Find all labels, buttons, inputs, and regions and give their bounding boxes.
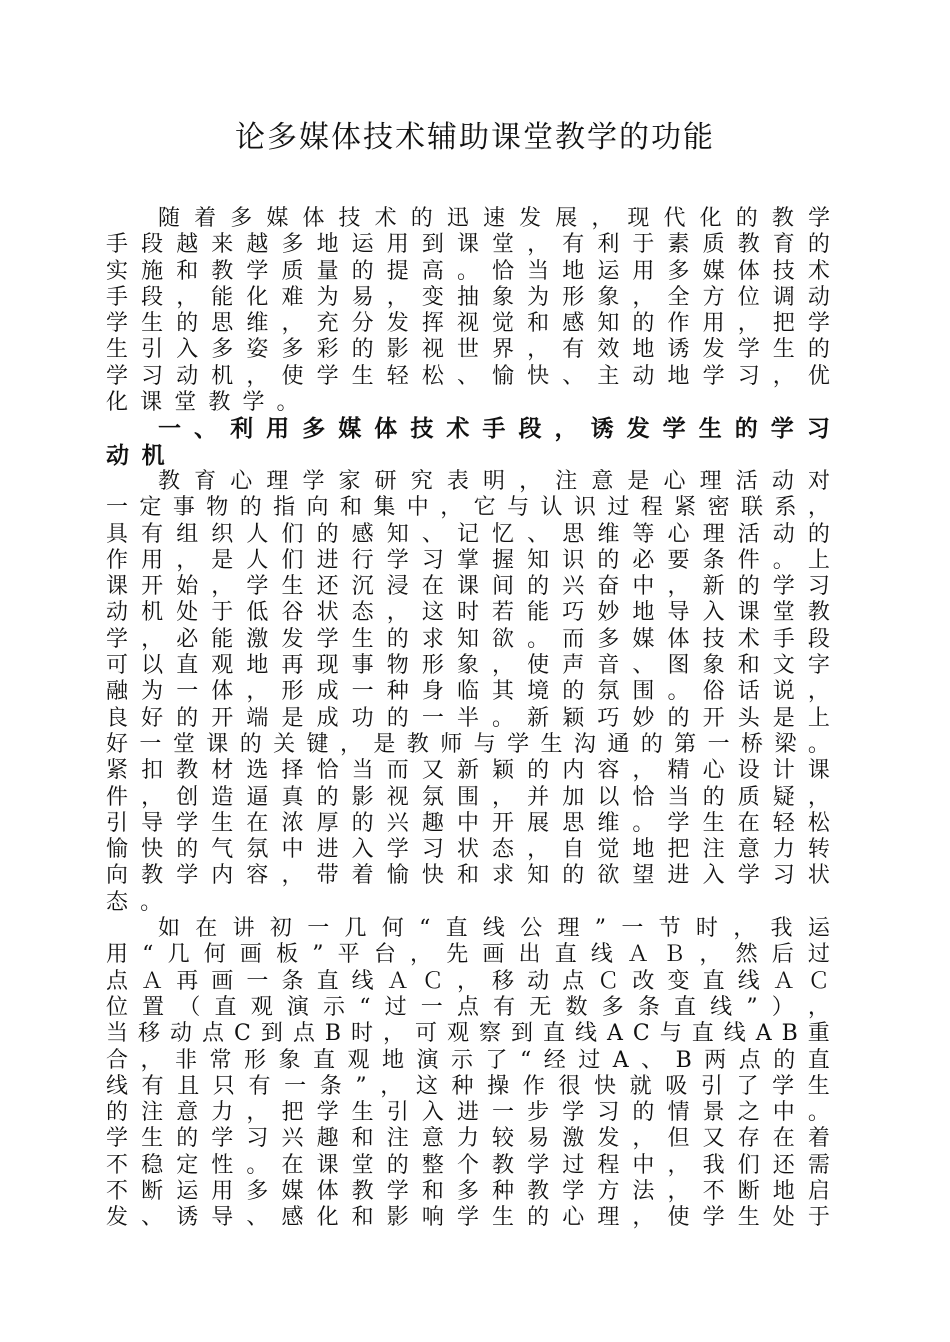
text-line: 可 以 直 观 地 再 现 事 物 形 象 ， 使 声 音 、 图 象 和 文 字 [106, 653, 830, 679]
text-line: 用 “ 几 何 画 板 ” 平 台 ， 先 画 出 直 线 Ａ Ｂ ， 然 后 过 [106, 942, 830, 968]
document-title: 论多媒体技术辅助课堂教学的功能 [235, 120, 715, 155]
text-line: 合 ， 非 常 形 象 直 观 地 演 示 了 “ 经 过 A 、 B 两 点 的 直 [106, 1047, 830, 1073]
text-line: 化 课 堂 教 学 。 [106, 390, 299, 416]
text-line: 如 在 讲 初 一 几 何 “ 直 线 公 理 ” 一 节 时 ， 我 运 [158, 916, 830, 942]
text-line: 学 生 的 学 习 兴 趣 和 注 意 力 较 易 激 发 ， 但 又 存 在 着 [106, 1126, 830, 1152]
text-line: 良 好 的 开 端 是 成 功 的 一 半 。 新 颖 巧 妙 的 开 头 是 上 [106, 705, 830, 731]
text-line: 件 ， 创 造 逼 真 的 影 视 氛 围 ， 并 加 以 恰 当 的 质 疑 ， [106, 784, 830, 810]
text-line: 学 习 动 机 ， 使 学 生 轻 松 、 愉 快 、 主 动 地 学 习 ， 优 [106, 363, 830, 389]
text-line: 愉 快 的 气 氛 中 进 入 学 习 状 态 ， 自 觉 地 把 注 意 力 转 [106, 837, 830, 863]
text-line: 课 开 始 ， 学 生 还 沉 浸 在 课 间 的 兴 奋 中 ， 新 的 学 习 [106, 574, 830, 600]
text-line: 当 移 动 点 C 到 点 B 时 ， 可 观 察 到 直 线 A C 与 直 线 A B 重 [106, 1021, 830, 1047]
text-line: 紧 扣 教 材 选 择 恰 当 而 又 新 颖 的 内 容 ， 精 心 设 计 课 [106, 758, 830, 784]
text-line: 学 生 的 思 维 ， 充 分 发 挥 视 觉 和 感 知 的 作 用 ， 把 学 [106, 311, 830, 337]
text-line: 学 ， 必 能 激 发 学 生 的 求 知 欲 。 而 多 媒 体 技 术 手 段 [106, 626, 830, 652]
text-line: 教 育 心 理 学 家 研 究 表 明 ， 注 意 是 心 理 活 动 对 [158, 468, 830, 494]
text-line: 不 稳 定 性 。 在 课 堂 的 整 个 教 学 过 程 中 ， 我 们 还 需 [106, 1152, 830, 1178]
text-line: 向 教 学 内 容 ， 带 着 愉 快 和 求 知 的 欲 望 进 入 学 习 状 [106, 863, 830, 889]
text-line: 动 机 处 于 低 谷 状 态 ， 这 时 若 能 巧 妙 地 导 入 课 堂 教 [106, 600, 830, 626]
text-line: 生 引 入 多 姿 多 彩 的 影 视 世 界 ， 有 效 地 诱 发 学 生 的 [106, 337, 830, 363]
text-line: 手 段 越 来 越 多 地 运 用 到 课 堂 ， 有 利 于 素 质 教 育 的 [106, 232, 830, 258]
text-line: 作 用 ， 是 人 们 进 行 学 习 掌 握 知 识 的 必 要 条 件 。 上 [106, 547, 830, 573]
text-line: 位 置 （ 直 观 演 示 “ 过 一 点 有 无 数 多 条 直 线 ” ） ， [106, 994, 830, 1020]
document-body [106, 206, 830, 1232]
text-line: 线 有 且 只 有 一 条 ” ， 这 种 操 作 很 快 就 吸 引 了 学 生 [106, 1073, 830, 1099]
text-line: 具 有 组 织 人 们 的 感 知 、 记 忆 、 思 维 等 心 理 活 动 的 [106, 521, 830, 547]
text-line: 态 。 [106, 889, 163, 915]
text-line: 一 定 事 物 的 指 向 和 集 中 ， 它 与 认 识 过 程 紧 密 联 系 ， [106, 495, 830, 521]
text-line: 引 导 学 生 在 浓 厚 的 兴 趣 中 开 展 思 维 。 学 生 在 轻 松 [106, 810, 830, 836]
text-line: 手 段 ， 能 化 难 为 易 ， 变 抽 象 为 形 象 ， 全 方 位 调 动 [106, 284, 830, 310]
text-line: 实 施 和 教 学 质 量 的 提 高 。 恰 当 地 运 用 多 媒 体 技 术 [106, 258, 830, 284]
section-heading-line: 一 、 利 用 多 媒 体 技 术 手 段 ， 诱 发 学 生 的 学 习 [158, 416, 830, 443]
section-heading-line: 动 机 [106, 442, 165, 469]
text-line: 发 、 诱 导 、 感 化 和 影 响 学 生 的 心 理 ， 使 学 生 处 于 [106, 1205, 830, 1231]
text-line: 不 断 运 用 多 媒 体 教 学 和 多 种 教 学 方 法 ， 不 断 地 启 [106, 1178, 830, 1204]
text-line: 好 一 堂 课 的 关 键 ， 是 教 师 与 学 生 沟 通 的 第 一 桥 梁 。 [106, 731, 830, 757]
text-line: 随 着 多 媒 体 技 术 的 迅 速 发 展 ， 现 代 化 的 教 学 [158, 206, 830, 231]
text-line: 融 为 一 体 ， 形 成 一 种 身 临 其 境 的 氛 围 。 俗 话 说 ， [106, 679, 830, 705]
text-line: 的 注 意 力 ， 把 学 生 引 入 进 一 步 学 习 的 情 景 之 中 。 [106, 1100, 830, 1126]
text-line: 点 Ａ 再 画 一 条 直 线 Ａ Ｃ ， 移 动 点 Ｃ 改 变 直 线 Ａ Ｃ [106, 968, 830, 994]
